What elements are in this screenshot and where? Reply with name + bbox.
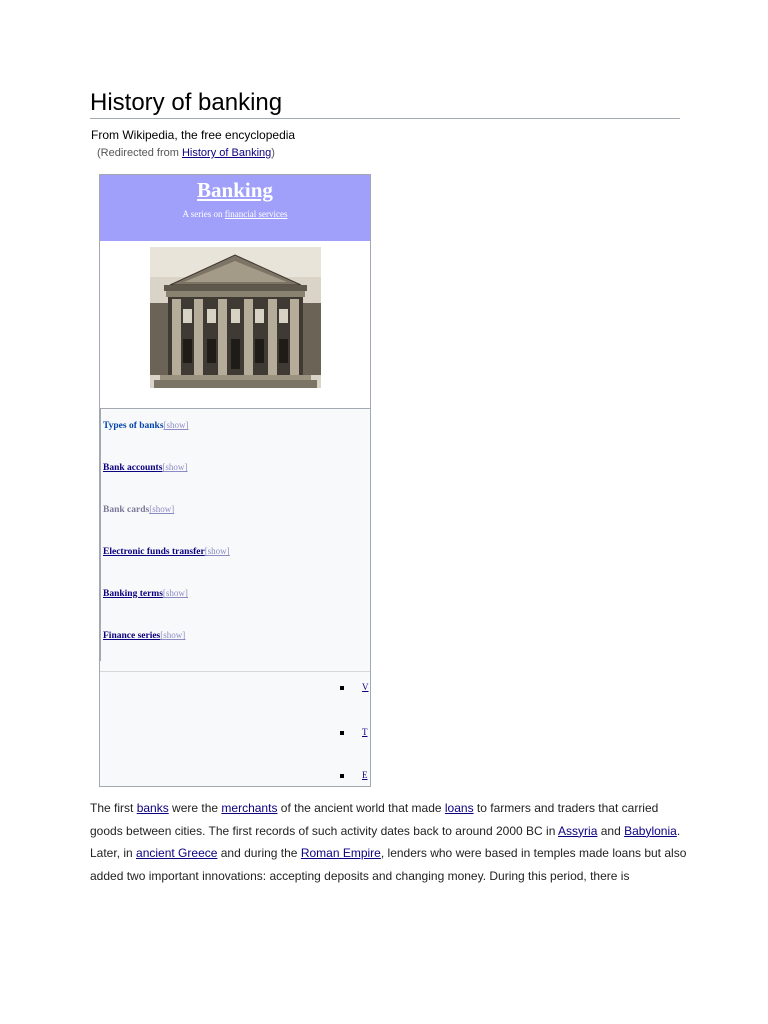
redirect-close: ) <box>271 147 275 159</box>
merchants-link[interactable]: merchants <box>221 801 278 815</box>
body-text: were the <box>168 801 222 815</box>
body-text: The first <box>90 801 137 815</box>
electronic-funds-transfer-label[interactable] <box>103 546 230 557</box>
section-divider <box>100 619 101 661</box>
infobox-header <box>100 175 370 241</box>
infobox-section-bank-accounts[interactable] <box>100 451 370 493</box>
bullet-icon <box>340 731 344 735</box>
babylonia-link[interactable]: Babylonia <box>624 823 677 838</box>
section-label: Types of banks <box>103 421 164 431</box>
financial-services-link[interactable]: financial services <box>224 209 288 219</box>
section-label: Finance series <box>103 631 161 641</box>
show-toggle[interactable]: [show] <box>162 462 188 472</box>
bank-building-image[interactable] <box>150 247 321 388</box>
infobox-image-box <box>100 241 370 409</box>
assyria-link[interactable]: Assyria <box>558 823 598 838</box>
talk-template-link[interactable]: T <box>362 727 368 737</box>
finance-series-label[interactable] <box>103 630 185 641</box>
types-of-banks-label[interactable] <box>103 420 189 431</box>
body-text: and during the <box>217 846 301 861</box>
bullet-icon <box>340 686 344 690</box>
infobox-subtitle <box>100 209 370 219</box>
infobox-subtitle-prefix: A series on <box>182 209 225 219</box>
show-toggle[interactable]: [show] <box>149 504 175 514</box>
section-label: Bank cards <box>103 505 150 515</box>
bank-accounts-label[interactable] <box>103 462 187 473</box>
section-divider <box>100 577 101 619</box>
body-text: of the ancient world that made <box>277 801 445 815</box>
redirect-open: (Redirected from <box>97 147 182 159</box>
show-toggle[interactable]: [show] <box>160 630 186 640</box>
body-text: . Later, in <box>90 823 681 861</box>
body-text: to farmers and traders that carried goods between cities. The first records of such activity dates back to around 2000 BC in <box>90 801 659 838</box>
roman-empire-link[interactable]: Roman Empire <box>300 846 381 861</box>
body-text: and <box>597 823 625 838</box>
section-divider <box>100 535 101 577</box>
ancient-greece-link[interactable]: ancient Greece <box>136 846 218 861</box>
banks-link[interactable]: banks <box>136 801 169 815</box>
site-tagline: From Wikipedia, the free encyclopedia <box>91 128 296 142</box>
section-label: Electronic funds transfer <box>103 547 205 557</box>
article-body <box>90 797 690 887</box>
paragraph <box>90 797 690 887</box>
show-toggle[interactable]: [show] <box>163 420 189 430</box>
section-divider <box>100 451 101 493</box>
show-toggle[interactable]: [show] <box>204 546 230 556</box>
section-divider <box>100 493 101 535</box>
bullet-icon <box>340 774 344 778</box>
infobox-section-bank-cards[interactable] <box>100 493 370 535</box>
infobox-section-electronic-funds-transfer[interactable] <box>100 535 370 577</box>
view-template-link[interactable]: V <box>362 682 369 692</box>
page-title: History of banking <box>90 88 680 119</box>
infobox-section-finance-series[interactable] <box>100 619 370 661</box>
banking-infobox <box>99 174 371 787</box>
show-toggle[interactable]: [show] <box>162 588 188 598</box>
section-label: Banking terms <box>103 589 163 599</box>
redirect-notice <box>97 147 275 159</box>
infobox-title-link[interactable]: Banking <box>197 178 273 202</box>
body-text: , lenders who were based in temples made loans but also added two important innovations: accepting deposits and changing money. During this period, there is <box>90 846 687 883</box>
section-divider <box>100 409 101 451</box>
redirect-source-link[interactable]: History of Banking <box>181 147 272 159</box>
bank-cards-label[interactable] <box>103 504 174 515</box>
section-label: Bank accounts <box>103 463 163 473</box>
infobox-section-banking-terms[interactable] <box>100 577 370 619</box>
infobox-vte-navigation <box>100 671 370 787</box>
edit-template-link[interactable]: E <box>362 770 368 780</box>
loans-link[interactable]: loans <box>444 801 474 815</box>
infobox-section-types-of-banks[interactable] <box>100 409 370 451</box>
banking-terms-label[interactable] <box>103 588 188 599</box>
